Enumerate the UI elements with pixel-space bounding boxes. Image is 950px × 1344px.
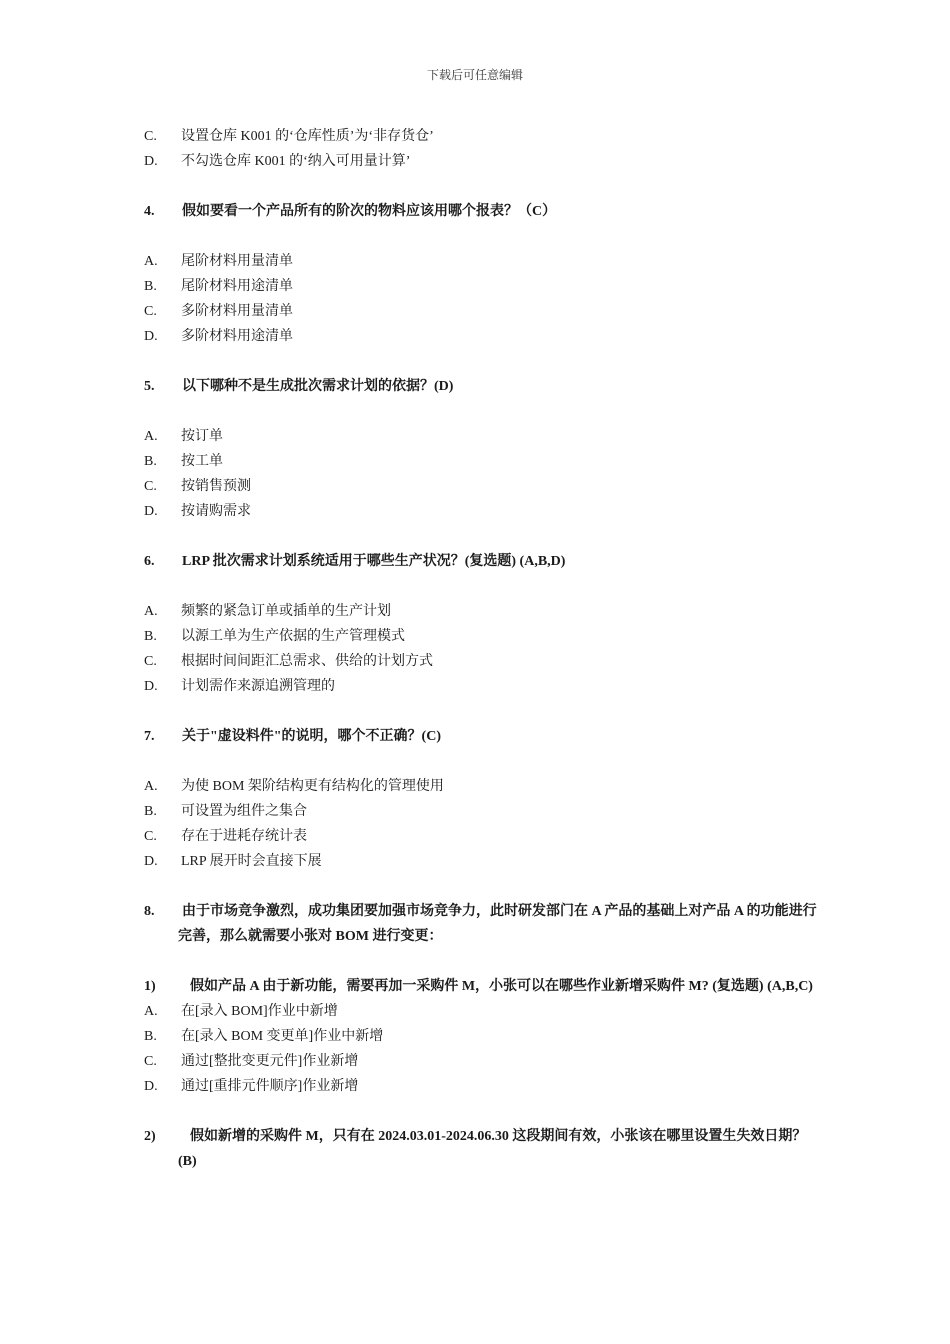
- option-label: D.: [144, 504, 158, 519]
- option-text: 设置仓库 K001 的‘仓库性质’为‘非存货仓’: [181, 129, 434, 144]
- option-text: 计划需作来源追溯管理的: [181, 679, 335, 694]
- option-text: 存在于进耗存统计表: [181, 829, 307, 844]
- option-b: [144, 449, 824, 474]
- option-label: D.: [144, 1079, 158, 1094]
- option-a: [144, 424, 824, 449]
- option-label: A.: [144, 604, 158, 619]
- subquestion-number: 2): [144, 1129, 156, 1144]
- option-label: B.: [144, 279, 157, 294]
- option-label: C.: [144, 1054, 157, 1069]
- option-b: [144, 274, 824, 299]
- question-text: 由于市场竞争激烈，成功集团要加强市场竞争力，此时研发部门在 A 产品的基础上对产品 A 的功能进行完善，那么就需要小张对 BOM 进行变更：: [178, 904, 817, 944]
- question-text: 假如要看一个产品所有的阶次的物料应该用哪个报表？（C）: [182, 204, 557, 219]
- option-text: 多阶材料用量清单: [181, 304, 293, 319]
- question-number: 6.: [144, 554, 155, 569]
- option-text: 按请购需求: [181, 504, 251, 519]
- option-text: 通过[整批变更元件]作业新增: [181, 1054, 359, 1069]
- option-text: 可设置为组件之集合: [181, 804, 307, 819]
- option-b: [144, 624, 824, 649]
- option-text: 不勾选仓库 K001 的‘纳入可用量计算’: [181, 154, 411, 169]
- option-text: 通过[重排元件顺序]作业新增: [181, 1079, 359, 1094]
- option-d: [144, 149, 824, 174]
- option-c: [144, 649, 824, 674]
- subquestion-text: 假如产品 A 由于新功能，需要再加一采购件 M，小张可以在哪些作业新增采购件 M? (复选题) (A,B,C): [190, 979, 813, 994]
- option-a: [144, 999, 824, 1024]
- question-8: [144, 899, 824, 949]
- option-text: 为使 BOM 架阶结构更有结构化的管理使用: [181, 779, 444, 794]
- option-text: 尾阶材料用量清单: [181, 254, 293, 269]
- option-label: B.: [144, 454, 157, 469]
- question-text: 关于"虚设料件"的说明，哪个不正确？(C): [182, 729, 441, 744]
- option-text: 以源工单为生产依据的生产管理模式: [181, 629, 405, 644]
- option-a: [144, 249, 824, 274]
- option-c: [144, 124, 824, 149]
- option-label: D.: [144, 154, 158, 169]
- option-label: B.: [144, 1029, 157, 1044]
- question-4: [144, 199, 824, 224]
- option-text: 在[录入 BOM]作业中新增: [181, 1004, 338, 1019]
- page-header: 下载后可任意编辑: [426, 68, 523, 82]
- option-d: [144, 1074, 824, 1099]
- option-label: D.: [144, 679, 158, 694]
- option-label: A.: [144, 1004, 158, 1019]
- option-label: A.: [144, 779, 158, 794]
- option-b: [144, 799, 824, 824]
- option-d: [144, 674, 824, 699]
- question-number: 7.: [144, 729, 155, 744]
- option-d: [144, 499, 824, 524]
- option-label: B.: [144, 804, 157, 819]
- option-text: 按销售预测: [181, 479, 251, 494]
- option-label: A.: [144, 254, 158, 269]
- option-b: [144, 1024, 824, 1049]
- option-text: 频繁的紧急订单或插单的生产计划: [181, 604, 391, 619]
- option-d: [144, 849, 824, 874]
- subquestion-text: 假如新增的采购件 M，只有在 2024.03.01-2024.06.30 这段期间有效，小张该在哪里设置生失效日期？ (B): [178, 1129, 807, 1169]
- option-label: A.: [144, 429, 158, 444]
- question-text: 以下哪种不是生成批次需求计划的依据？(D): [182, 379, 454, 394]
- option-text: 按订单: [181, 429, 223, 444]
- option-a: [144, 599, 824, 624]
- option-c: [144, 474, 824, 499]
- option-label: C.: [144, 829, 157, 844]
- option-d: [144, 324, 824, 349]
- option-label: D.: [144, 329, 158, 344]
- question-6: [144, 549, 824, 574]
- option-label: B.: [144, 629, 157, 644]
- option-label: D.: [144, 854, 158, 869]
- option-a: [144, 774, 824, 799]
- subquestion-2: [144, 1124, 824, 1174]
- option-c: [144, 1049, 824, 1074]
- option-label: C.: [144, 304, 157, 319]
- subquestion-1: [144, 974, 824, 999]
- question-7: [144, 724, 824, 749]
- option-label: C.: [144, 129, 157, 144]
- document-body: [144, 124, 824, 1199]
- option-text: 在[录入 BOM 变更单]作业中新增: [181, 1029, 384, 1044]
- question-text: LRP 批次需求计划系统适用于哪些生产状况？(复选题) (A,B,D): [182, 554, 566, 569]
- option-text: 根据时间间距汇总需求、供给的计划方式: [181, 654, 433, 669]
- option-text: 按工单: [181, 454, 223, 469]
- question-number: 4.: [144, 204, 155, 219]
- option-text: LRP 展开时会直接下展: [181, 854, 322, 869]
- option-text: 尾阶材料用途清单: [181, 279, 293, 294]
- option-label: C.: [144, 654, 157, 669]
- question-number: 8.: [144, 904, 155, 919]
- option-label: C.: [144, 479, 157, 494]
- option-c: [144, 824, 824, 849]
- subquestion-number: 1): [144, 979, 156, 994]
- question-number: 5.: [144, 379, 155, 394]
- question-5: [144, 374, 824, 399]
- option-text: 多阶材料用途清单: [181, 329, 293, 344]
- option-c: [144, 299, 824, 324]
